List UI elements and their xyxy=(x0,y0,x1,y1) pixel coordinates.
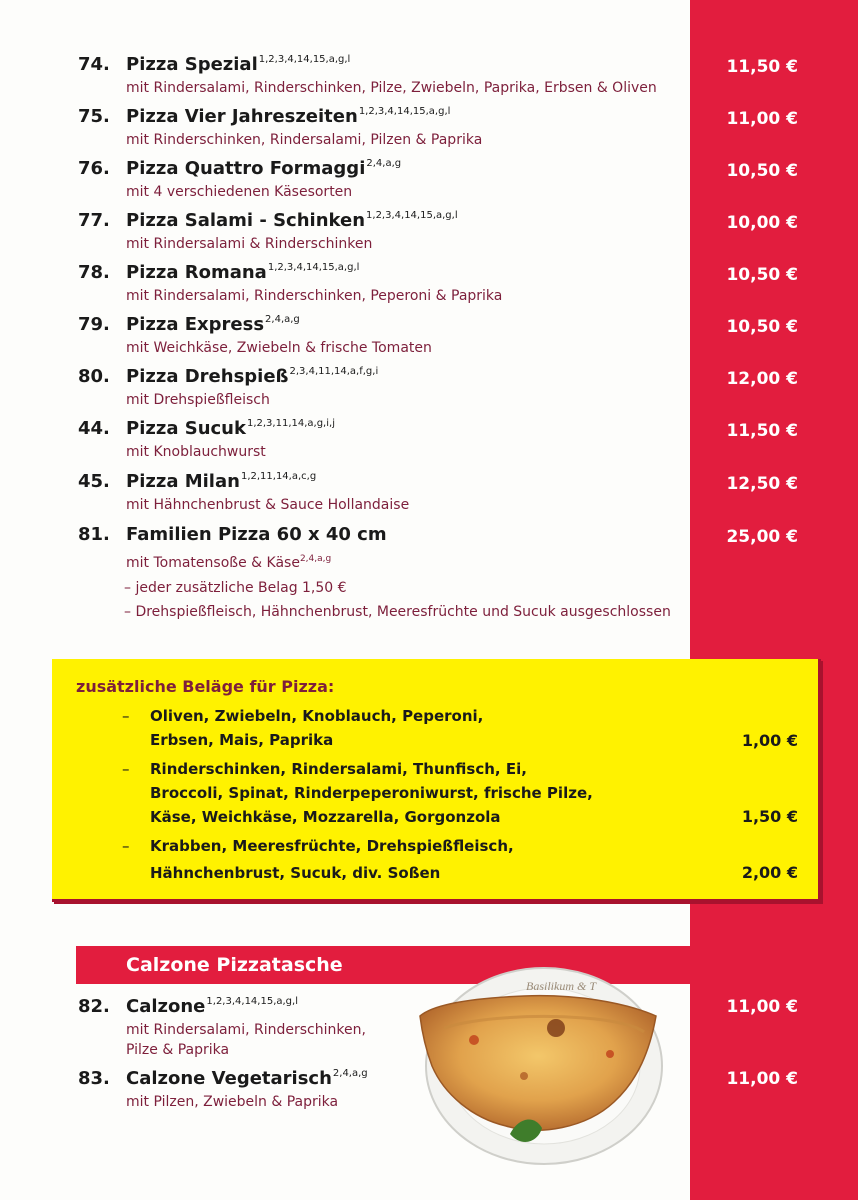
item-name: Pizza Milan$^{1,2,11,14,a,c,g}$ xyxy=(126,471,317,492)
toppings-price: 2,00 € xyxy=(741,863,798,882)
item-name: Pizza Vier Jahreszeiten$^{1,2,3,4,14,15,a,g,l}$ xyxy=(126,106,451,127)
toppings-price: 1,50 € xyxy=(741,807,798,826)
family-note-excluded: – Drehspießfleisch, Hähnchenbrust, Meeresfrüchte und Sucuk ausgeschlossen xyxy=(124,604,671,620)
item-name: Pizza Romana$^{1,2,3,4,14,15,a,g,l}$ xyxy=(126,262,360,283)
item-price: 11,50 € xyxy=(726,57,798,77)
item-price: 12,00 € xyxy=(726,369,798,389)
item-name: Pizza Spezial$^{1,2,3,4,14,15,a,g,l}$ xyxy=(126,54,351,75)
item-price: 11,00 € xyxy=(726,997,798,1017)
item-number: 78. xyxy=(78,262,110,283)
item-price: 12,50 € xyxy=(726,474,798,494)
item-description: Pilze & Paprika xyxy=(126,1042,230,1058)
toppings-line: Erbsen, Mais, Paprika xyxy=(150,731,334,749)
item-description: mit Hähnchenbrust & Sauce Hollandaise xyxy=(126,497,410,513)
burnt-spot xyxy=(520,1072,528,1080)
item-description: mit Rinderschinken, Rindersalami, Pilzen & Paprika xyxy=(126,132,483,148)
item-name: Pizza Salami - Schinken$^{1,2,3,4,14,15,a,g,l}$ xyxy=(126,210,458,231)
toppings-price: 1,00 € xyxy=(741,731,798,750)
toppings-line: Käse, Weichkäse, Mozzarella, Gorgonzola xyxy=(150,808,501,826)
item-name: Pizza Sucuk$^{1,2,3,11,14,a,g,i,j}$ xyxy=(126,418,335,439)
item-price: 11,50 € xyxy=(726,421,798,441)
item-number: 80. xyxy=(78,366,110,387)
item-number: 81. xyxy=(78,524,110,545)
item-name: Calzone$^{1,2,3,4,14,15,a,g,l}$ xyxy=(126,996,298,1017)
item-description: mit Drehspießfleisch xyxy=(126,392,270,408)
item-name: Calzone Vegetarisch$^{2,4,a,g}$ xyxy=(126,1068,368,1089)
item-description: mit Rindersalami, Rinderschinken, xyxy=(126,1022,366,1038)
calzone-photo xyxy=(414,958,666,1168)
item-number: 77. xyxy=(78,210,110,231)
toppings-line: Krabben, Meeresfrüchte, Drehspießfleisch, xyxy=(150,837,514,855)
list-dash: – xyxy=(122,707,130,725)
item-number: 82. xyxy=(78,996,110,1017)
tomato-spot xyxy=(606,1050,614,1058)
item-name: Pizza Quattro Formaggi$^{2,4,a,g}$ xyxy=(126,158,402,179)
item-number: 45. xyxy=(78,471,110,492)
item-number: 83. xyxy=(78,1068,110,1089)
toppings-line: Broccoli, Spinat, Rinderpeperoniwurst, frische Pilze, xyxy=(150,784,593,802)
section-title: Calzone Pizzatasche xyxy=(126,954,343,976)
item-description: mit Tomatensoße & Käse$^{2,4,a,g}$ xyxy=(126,554,332,571)
burnt-spot xyxy=(547,1019,565,1037)
item-description: mit Rindersalami & Rinderschinken xyxy=(126,236,373,252)
item-number: 75. xyxy=(78,106,110,127)
item-number: 44. xyxy=(78,418,110,439)
item-price: 10,50 € xyxy=(726,161,798,181)
item-description: mit 4 verschiedenen Käsesorten xyxy=(126,184,353,200)
list-dash: – xyxy=(122,837,130,855)
tomato-spot xyxy=(469,1035,479,1045)
item-price: 10,00 € xyxy=(726,213,798,233)
item-description: mit Rindersalami, Rinderschinken, Peperoni & Paprika xyxy=(126,288,503,304)
item-description: mit Rindersalami, Rinderschinken, Pilze, Zwiebeln, Paprika, Erbsen & Oliven xyxy=(126,80,657,96)
item-price: 25,00 € xyxy=(726,527,798,547)
item-name: Pizza Drehspieß$^{2,3,4,11,14,a,f,g,i}$ xyxy=(126,366,379,387)
list-dash: – xyxy=(122,760,130,778)
item-price: 11,00 € xyxy=(726,1069,798,1089)
item-number: 79. xyxy=(78,314,110,335)
toppings-line: Rinderschinken, Rindersalami, Thunfisch, Ei, xyxy=(150,760,527,778)
family-note-extra-topping: – jeder zusätzliche Belag 1,50 € xyxy=(124,580,347,596)
item-price: 10,50 € xyxy=(726,317,798,337)
toppings-title: zusätzliche Beläge für Pizza: xyxy=(76,677,335,696)
item-name: Familien Pizza 60 x 40 cm xyxy=(126,524,387,545)
toppings-line: Oliven, Zwiebeln, Knoblauch, Peperoni, xyxy=(150,707,484,725)
item-description: mit Pilzen, Zwiebeln & Paprika xyxy=(126,1094,339,1110)
item-price: 11,00 € xyxy=(726,109,798,129)
item-price: 10,50 € xyxy=(726,265,798,285)
item-name: Pizza Express$^{2,4,a,g}$ xyxy=(126,314,300,335)
item-number: 74. xyxy=(78,54,110,75)
plate-text: Basilikum & T xyxy=(526,979,597,993)
item-number: 76. xyxy=(78,158,110,179)
item-description: mit Weichkäse, Zwiebeln & frische Tomaten xyxy=(126,340,432,356)
toppings-line: Hähnchenbrust, Sucuk, div. Soßen xyxy=(150,864,441,882)
item-description: mit Knoblauchwurst xyxy=(126,444,266,460)
